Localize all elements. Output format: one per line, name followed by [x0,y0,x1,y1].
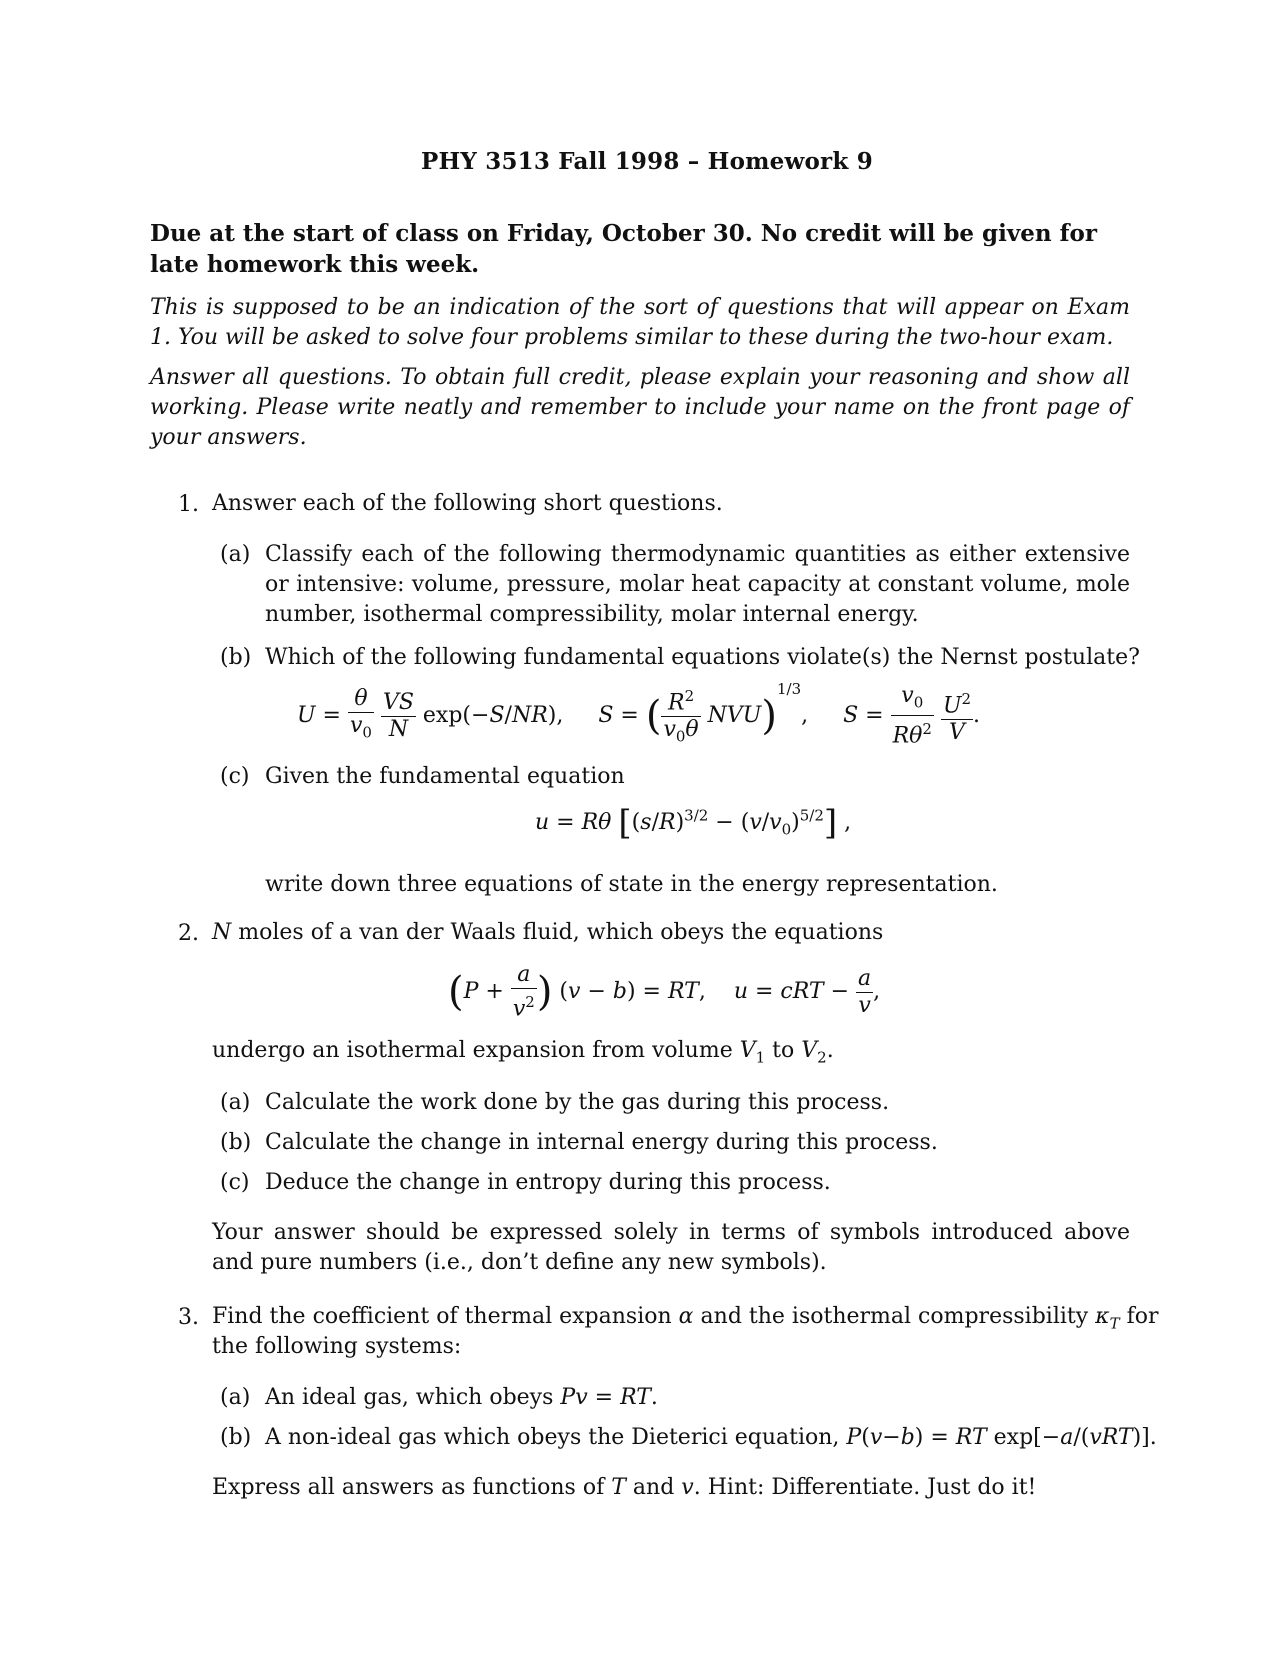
q1b-text: Which of the following fundamental equations violate(s) the Nernst postulate? [265,645,1140,670]
q3-text1: Find the coefficient of thermal expansion [212,1304,672,1329]
q1b-label: (b) [220,645,252,670]
intro-note-exam: This is supposed to be an indication of the sort of questions that will appear on Exam 1. You will be asked to solve four problems similar to these during the two-hour exam. [150,295,1130,350]
q2c-text: Deduce the change in entropy during this process. [265,1170,831,1195]
q2a-label: (a) [220,1090,251,1115]
q3b-label: (b) [220,1425,252,1450]
q3b-line: A non-ideal gas which obeys the Dieterici equation, P(v−b) = RT exp[−a/(vRT)]. [265,1425,1157,1450]
q1c-fundamental-equation: u = Rθ $[(s/R)^{3/2} - (v/v_0)^{5/2}]$ , [535,803,852,843]
q3-footer-pre: Express all answers as functions of [212,1475,605,1500]
q2-after: undergo an isothermal expansion from volume $V_1$ to $V_2$. [212,1038,834,1067]
q2-symbol-n: N [212,920,232,945]
q1-text: Answer each of the following short questions. [212,491,723,516]
q2c-label: (c) [220,1170,250,1195]
q3-number: 3. [178,1305,199,1330]
page-title: PHY 3513 Fall 1998 – Homework 9 [421,148,873,175]
q1-number: 1. [178,492,199,517]
q2-vdw-equations: (P + $\frac{a}{v^2}$ ) (v − b) = RT, u = cRT − $\frac{a}{v}$ , [448,962,881,1022]
q3b-text: A non-ideal gas which obeys the Dieterici equation, [265,1425,840,1450]
q3-footer-and: and [632,1475,675,1500]
q3-footer-post: Hint: Differentiate. Just do it! [707,1475,1037,1500]
q1a-label: (a) [220,542,251,567]
q3-text4: the following systems: [212,1334,462,1359]
intro-note-instructions: Answer all questions. To obtain full credit, please explain your reasoning and show all working. Please write neatly and remember to include your name on the front page of your answers. [150,365,1130,450]
q2-number: 2. [178,921,199,946]
q3a-label: (a) [220,1385,251,1410]
q2-to: to [772,1038,795,1063]
q3-footer: Express all answers as functions of T and v. Hint: Differentiate. Just do it! [212,1475,1037,1500]
q2a-text: Calculate the work done by the gas during this process. [265,1090,890,1115]
q2b-text: Calculate the change in internal energy during this process. [265,1130,938,1155]
q3-text2: and the isothermal compressibility [700,1304,1089,1329]
q1a-text: Classify each of the following thermodynamic quantities as either extensive or intensive: volume, pressure, molar heat capacity at constant volume, mole number, isothermal compressibility, molar internal energy. [265,542,1130,627]
q3-text3: for [1126,1304,1159,1329]
q2b-label: (b) [220,1130,252,1155]
q2-footer: Your answer should be expressed solely in terms of symbols introduced above and pure numbers (i.e., don’t define any new symbols). [212,1220,1130,1275]
q1c-text: Given the fundamental equation [265,764,625,789]
q3a-line: An ideal gas, which obeys Pv = RT. [265,1385,658,1410]
due-notice: Due at the start of class on Friday, October 30. No credit will be given for late homework this week. [150,220,1097,278]
q2-text: moles of a van der Waals fluid, which obeys the equations [238,920,884,945]
q1b-equations: U = $\frac{\theta}{v_0}$ $\frac{VS}{N}$ exp(−S/NR), S = ( $\frac{R^2}{v_0\theta}$ NVU)$^{1/3}$, S = $\frac{v_0}{R\theta^2}$ $\frac{U^2}{V}$ . [297,680,981,749]
q2-intro [212,918,883,948]
q3-text-line1: Find the coefficient of thermal expansion α and the isothermal compressibility $\kappa_T$ for [212,1304,1159,1333]
q1c-label: (c) [220,764,250,789]
q1c-after: write down three equations of state in the energy representation. [265,872,998,897]
q3a-text: An ideal gas, which obeys [265,1385,554,1410]
q2-after-text: undergo an isothermal expansion from volume [212,1038,733,1063]
